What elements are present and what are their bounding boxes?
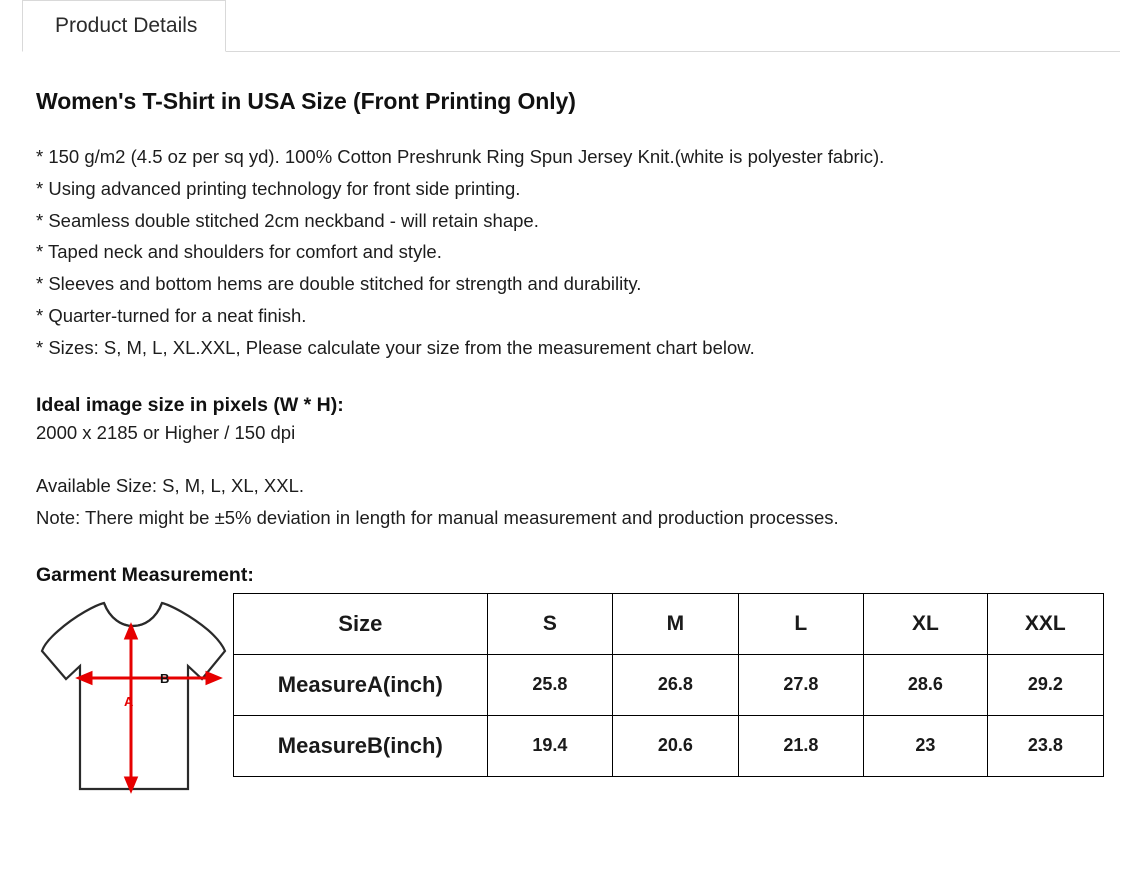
cell-measure-a-s: 25.8	[487, 654, 613, 715]
ideal-image-size-heading: Ideal image size in pixels (W * H):	[36, 393, 344, 416]
cell-measure-b-xl: 23	[864, 715, 988, 776]
header-size: Size	[234, 593, 488, 654]
feature-item: * Quarter-turned for a neat finish.	[36, 304, 307, 326]
header-xxl: XXL	[987, 593, 1103, 654]
available-size-text: Available Size: S, M, L, XL, XXL.	[36, 475, 305, 497]
table-header-row	[234, 593, 1104, 654]
measurement-area	[36, 593, 1104, 798]
deviation-note-text: Note: There might be ±5% deviation in length for manual measurement and production processes.	[36, 507, 839, 529]
label-a: A	[124, 693, 134, 709]
garment-measurement-heading: Garment Measurement:	[36, 563, 254, 586]
ideal-image-size-value: 2000 x 2185 or Higher / 150 dpi	[36, 421, 296, 443]
label-b: B	[160, 670, 170, 686]
table-row	[234, 715, 1104, 776]
feature-item: * 150 g/m2 (4.5 oz per sq yd). 100% Cotton Preshrunk Ring Spun Jersey Knit.(white is polyester fabric).	[36, 146, 885, 167]
tshirt-diagram	[36, 593, 231, 798]
header-xl: XL	[864, 593, 988, 654]
header-s: S	[487, 593, 613, 654]
spacer	[36, 448, 1104, 470]
cell-measure-b-m: 20.6	[613, 715, 739, 776]
row-label-measure-a: MeasureA(inch)	[234, 654, 488, 715]
feature-item: * Sleeves and bottom hems are double stitched for strength and durability.	[36, 273, 642, 295]
tab-bar	[0, 0, 1134, 52]
tab-product-details[interactable]	[22, 0, 226, 52]
page-title: Women's T-Shirt in USA Size (Front Printing Only)	[36, 88, 576, 114]
cell-measure-a-xxl: 29.2	[987, 654, 1103, 715]
feature-item: * Seamless double stitched 2cm neckband - will retain shape.	[36, 209, 539, 231]
header-m: M	[613, 593, 739, 654]
feature-item: * Using advanced printing technology for front side printing.	[36, 177, 521, 199]
tab-label: Product Details	[55, 14, 198, 37]
cell-measure-b-s: 19.4	[487, 715, 613, 776]
header-l: L	[738, 593, 864, 654]
product-details-content	[0, 52, 1134, 798]
feature-item: * Sizes: S, M, L, XL.XXL, Please calculate your size from the measurement chart below.	[36, 336, 755, 358]
cell-measure-a-m: 26.8	[613, 654, 739, 715]
feature-list	[36, 141, 1104, 364]
size-chart-table	[233, 593, 1104, 777]
row-label-measure-b: MeasureB(inch)	[234, 715, 488, 776]
table-row	[234, 654, 1104, 715]
feature-item: * Taped neck and shoulders for comfort and style.	[36, 241, 442, 263]
cell-measure-a-l: 27.8	[738, 654, 864, 715]
cell-measure-b-xxl: 23.8	[987, 715, 1103, 776]
cell-measure-a-xl: 28.6	[864, 654, 988, 715]
cell-measure-b-l: 21.8	[738, 715, 864, 776]
